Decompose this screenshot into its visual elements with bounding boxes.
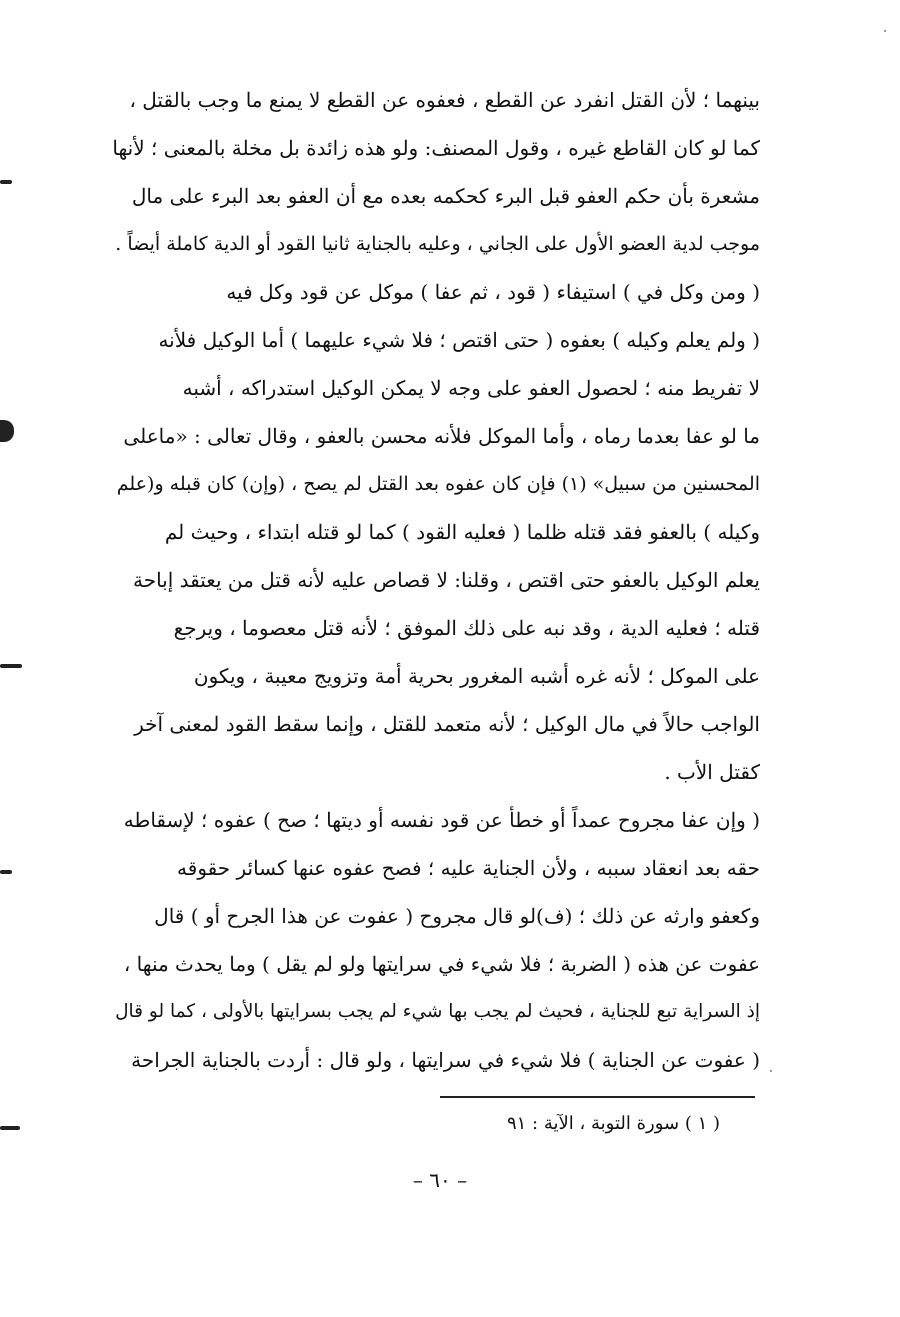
margin-mark: [0, 180, 12, 184]
text-line: وكيله ) بالعفو فقد قتله ظلما ( فعليه القود ) كما لو قتله ابتداء ، وحيث لم: [164, 520, 760, 544]
text-line: على الموكل ؛ لأنه غره أشبه المغرور بحرية أمة وتزويج معيبة ، ويكون: [193, 664, 760, 688]
text-line: الواجب حالاً في مال الوكيل ؛ لأنه متعمد للقتل ، وإنما سقط القود لمعنى آخر: [134, 712, 760, 736]
paragraph-1: [110, 76, 760, 268]
text-line: ( ومن وكل في ) استيفاء ( قود ، ثم عفا ) موكل عن قود وكل فيه: [226, 280, 760, 304]
text-line: ما لو عفا بعدما رماه ، وأما الموكل فلأنه محسن بالعفو ، وقال تعالى : «ماعلى: [123, 424, 760, 448]
text-line: وكعفو وارثه عن ذلك ؛ (ف)لو قال مجروح ( عفوت عن هذا الجرح أو ) قال: [154, 904, 760, 928]
text-line: عفوت عن هذه ( الضربة ؛ فلا شيء في سرايتها ولو لم يقل ) وما يحدث منها ،: [123, 952, 760, 976]
margin-mark: [0, 420, 14, 442]
text-line: مشعرة بأن حكم العفو قبل البرء كحكمه بعده مع أن العفو بعد البرء على مال: [131, 184, 760, 208]
text-line: موجب لدية العضو الأول على الجاني ، وعليه بالجناية ثانيا القود أو الدية كاملة أيضاً .: [115, 233, 760, 255]
footnote-rule: [440, 1096, 755, 1098]
paragraph-2: [110, 268, 760, 796]
margin-mark: [0, 664, 22, 668]
scan-speck: [884, 30, 886, 32]
text-line: حقه بعد انعقاد سببه ، ولأن الجناية عليه ؛ فصح عفوه عنها كسائر حقوقه: [177, 856, 760, 880]
margin-mark: [0, 1126, 20, 1130]
text-line: إذ السراية تبع للجناية ، فحيث لم يجب بها شيء لم يجب بسرايتها بالأولى ، كما لو قال: [115, 1001, 760, 1022]
paragraph-3: [110, 796, 760, 1084]
text-line: قتله ؛ فعليه الدية ، وقد نبه على ذلك الموفق ؛ لأنه قتل معصوما ، ويرجع: [173, 616, 760, 640]
text-line: كما لو كان القاطع غيره ، وقول المصنف: ولو هذه زائدة بل مخلة بالمعنى ؛ لأنها: [112, 136, 760, 160]
page-number: – ٦٠ –: [412, 1168, 468, 1192]
text-line: ( وإن عفا مجروح عمداً أو خطأ عن قود نفسه أو ديتها ؛ صح ) عفوه ؛ لإسقاطه: [123, 808, 760, 832]
text-line: ( عفوت عن الجناية ) فلا شيء في سرايتها ، ولو قال : أردت بالجناية الجراحة: [131, 1048, 760, 1072]
text-line: المحسنين من سبيل» (١) فإن كان عفوه بعد القتل لم يصح ، (وإن) كان قبله و(علم: [116, 473, 760, 495]
text-line: ( ولم يعلم وكيله ) بعفوه ( حتى اقتص ؛ فلا شيء عليهما ) أما الوكيل فلأنه: [158, 328, 760, 352]
scan-speck: [770, 1070, 772, 1072]
footnote: ( ١ ) سورة التوبة ، الآية : ٩١: [506, 1113, 720, 1134]
text-line: كقتل الأب .: [664, 760, 760, 784]
text-line: لا تفريط منه ؛ لحصول العفو على وجه لا يمكن الوكيل استدراكه ، أشبه: [182, 376, 760, 400]
margin-mark: [0, 870, 12, 874]
text-line: يعلم الوكيل بالعفو حتى اقتص ، وقلنا: لا قصاص عليه لأنه قتل من يعتقد إباحة: [132, 568, 760, 592]
text-line: بينهما ؛ لأن القتل انفرد عن القطع ، فعفوه عن القطع لا يمنع ما وجب بالقتل ،: [129, 88, 760, 112]
